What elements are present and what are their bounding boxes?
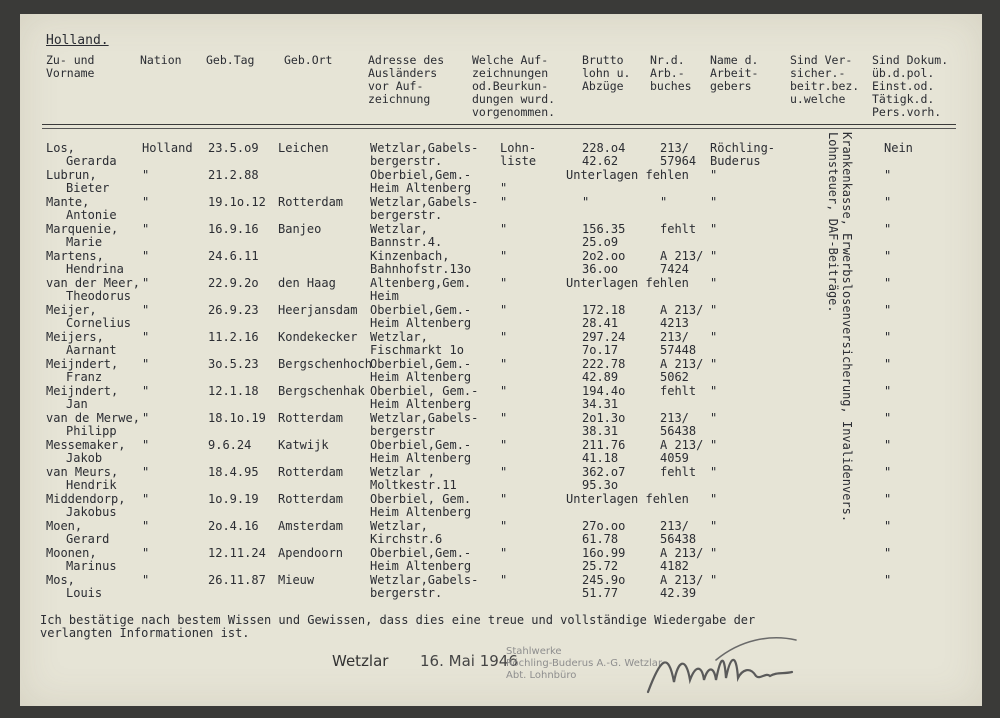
cell-welche: liste [500, 154, 537, 168]
cell-welche: Lohn- [500, 141, 537, 155]
header-welche: vorgenommen. [472, 105, 556, 119]
header-dokum: Sind Dokum. [872, 53, 949, 67]
cell-dokum: " [884, 411, 892, 425]
cell-name: Meijers, [46, 330, 104, 344]
cell-welche: " [500, 438, 508, 452]
cell-name: Meijndert, [46, 384, 119, 398]
cell-dokum: " [884, 519, 892, 533]
cell-gebtag: 1o.9.19 [208, 492, 259, 506]
cell-name: Meijndert, [46, 357, 119, 371]
header-arbeitgeber: Name d. [710, 53, 759, 67]
cell-adresse: bergerstr. [370, 208, 443, 222]
cell-adresse: Wetzlar, [370, 222, 428, 236]
cell-name: Gerard [66, 532, 110, 546]
cell-gebort: Katwijk [278, 438, 329, 452]
cell-nation: " [142, 438, 150, 452]
stamp-line: Röchling-Buderus A.-G. Wetzlar [506, 658, 663, 669]
cell-adresse: Heim Altenberg [370, 316, 472, 330]
cell-gebtag: 3o.5.23 [208, 357, 259, 371]
cell-arbeitgeber: Röchling- [710, 141, 776, 155]
header-rule-bottom [42, 128, 956, 129]
cell-welche: " [500, 249, 508, 263]
cell-gebort: Rotterdam [278, 411, 344, 425]
cell-nation: " [142, 195, 150, 209]
cell-gebort: Heerjansdam [278, 303, 358, 317]
cell-adresse: Heim Altenberg [370, 505, 472, 519]
cell-arbeitgeber: " [710, 384, 718, 398]
cell-gebtag: 12.1.18 [208, 384, 259, 398]
header-nr: Nr.d. [650, 53, 685, 67]
cell-adresse: Bahnhofstr.13o [370, 262, 472, 276]
cell-nr: 213/ [660, 330, 689, 344]
cell-gebort: Amsterdam [278, 519, 344, 533]
cell-welche: " [500, 411, 508, 425]
header-brutto: Abzüge [582, 79, 624, 93]
cell-brutto: 7o.17 [582, 343, 619, 357]
cell-nr: 213/ [660, 411, 689, 425]
cell-brutto: 194.4o [582, 384, 626, 398]
cell-gebort: Rotterdam [278, 492, 344, 506]
cell-nation: " [142, 546, 150, 560]
cell-nr: 213/ [660, 519, 689, 533]
cell-gebort: Kondekecker [278, 330, 358, 344]
confirmation-line: verlangten Informationen ist. [40, 626, 250, 640]
cell-gebtag: 12.11.24 [208, 546, 266, 560]
cell-adresse: Oberbiel, Gem. [370, 492, 472, 506]
cell-nation: Holland [142, 141, 193, 155]
cell-name: Lubrun, [46, 168, 97, 182]
cell-name: Hendrina [66, 262, 124, 276]
cell-gebort: Mieuw [278, 573, 315, 587]
cell-welche: " [500, 492, 508, 506]
cell-dokum: " [884, 465, 892, 479]
cell-gebtag: 22.9.2o [208, 276, 259, 290]
cell-name: Middendorp, [46, 492, 126, 506]
cell-name: Marie [66, 235, 103, 249]
cell-brutto: 95.3o [582, 478, 619, 492]
cell-gebtag: 19.1o.12 [208, 195, 266, 209]
cell-dokum: " [884, 168, 892, 182]
cell-brutto: 245.9o [582, 573, 626, 587]
cell-nr: 7424 [660, 262, 689, 276]
cell-gebtag: 24.6.11 [208, 249, 259, 263]
cell-name: Mante, [46, 195, 90, 209]
cell-adresse: Wetzlar , [370, 465, 436, 479]
cell-name: Jakobus [66, 505, 117, 519]
cell-brutto: 222.78 [582, 357, 626, 371]
cell-brutto: Unterlagen fehlen [566, 168, 689, 182]
cell-brutto: 2o2.oo [582, 249, 626, 263]
header-welche: Welche Auf- [472, 53, 549, 67]
cell-nr: fehlt [660, 465, 697, 479]
cell-brutto: 51.77 [582, 586, 619, 600]
cell-gebtag: 26.9.23 [208, 303, 259, 317]
confirmation-line: Ich bestätige nach bestem Wissen und Gewissen, dass dies eine treue und vollständige Wiedergabe der [40, 613, 756, 627]
header-versicherung: Sind Ver- [790, 53, 853, 67]
header-rule-top [42, 124, 956, 125]
cell-brutto: " [582, 195, 590, 209]
cell-name: van de Merwe, [46, 411, 140, 425]
cell-arbeitgeber: " [710, 492, 718, 506]
cell-nr: 5062 [660, 370, 689, 384]
cell-nr: 4182 [660, 559, 689, 573]
cell-welche: " [500, 573, 508, 587]
cell-adresse: Kirchstr.6 [370, 532, 443, 546]
cell-brutto: 2o1.3o [582, 411, 626, 425]
cell-nation: " [142, 573, 150, 587]
cell-gebtag: 2o.4.16 [208, 519, 259, 533]
cell-adresse: bergerstr [370, 424, 436, 438]
cell-brutto: 297.24 [582, 330, 626, 344]
cell-welche: " [500, 303, 508, 317]
cell-name: Aarnant [66, 343, 117, 357]
cell-nr: 4213 [660, 316, 689, 330]
cell-arbeitgeber: " [710, 465, 718, 479]
cell-gebort: Bergschenhak [278, 384, 365, 398]
cell-welche: " [500, 465, 508, 479]
cell-welche: " [500, 384, 508, 398]
cell-gebort: Apendoorn [278, 546, 344, 560]
cell-adresse: Oberbiel,Gem.- [370, 357, 472, 371]
table-row [20, 574, 982, 601]
cell-brutto: 61.78 [582, 532, 619, 546]
cell-name: Martens, [46, 249, 104, 263]
cell-nation: " [142, 519, 150, 533]
cell-name: Los, [46, 141, 75, 155]
cell-brutto: 25.o9 [582, 235, 619, 249]
cell-nation: " [142, 384, 150, 398]
cell-welche: " [500, 222, 508, 236]
cell-name: Meijer, [46, 303, 97, 317]
cell-gebort: Bergschenhoch [278, 357, 372, 371]
header-versicherung: beitr.bez. [790, 79, 860, 93]
cell-nation: " [142, 465, 150, 479]
header-gebtag: Geb.Tag [206, 53, 255, 67]
signature [620, 620, 800, 700]
cell-adresse: Wetzlar, [370, 519, 428, 533]
cell-adresse: Oberbiel,Gem.- [370, 438, 472, 452]
stamp-line: Abt. Lohnbüro [506, 670, 577, 681]
cell-nr: " [660, 195, 668, 209]
cell-brutto: 172.18 [582, 303, 626, 317]
cell-adresse: Oberbiel,Gem.- [370, 168, 472, 182]
cell-name: Gerarda [66, 154, 117, 168]
cell-welche: " [500, 181, 508, 195]
cell-gebtag: 16.9.16 [208, 222, 259, 236]
cell-dokum: " [884, 492, 892, 506]
cell-brutto: 42.89 [582, 370, 619, 384]
cell-nation: " [142, 168, 150, 182]
cell-brutto: 228.o4 [582, 141, 626, 155]
cell-adresse: Wetzlar, [370, 330, 428, 344]
cell-name: Moonen, [46, 546, 97, 560]
cell-brutto: 34.31 [582, 397, 619, 411]
cell-gebtag: 11.2.16 [208, 330, 259, 344]
header-adresse: Adresse des [368, 53, 445, 67]
cell-welche: " [500, 357, 508, 371]
document-page [20, 14, 982, 706]
cell-brutto: 42.62 [582, 154, 619, 168]
cell-arbeitgeber: " [710, 546, 718, 560]
cell-arbeitgeber: " [710, 276, 718, 290]
cell-welche: " [500, 195, 508, 209]
cell-welche: " [500, 330, 508, 344]
header-nation: Nation [140, 53, 182, 67]
cell-nr: 57964 [660, 154, 697, 168]
cell-adresse: Kinzenbach, [370, 249, 450, 263]
cell-adresse: Wetzlar,Gabels- [370, 195, 479, 209]
cell-nr: 56438 [660, 424, 697, 438]
cell-dokum: " [884, 195, 892, 209]
header-adresse: Ausländers [368, 66, 438, 80]
cell-arbeitgeber: " [710, 195, 718, 209]
cell-nr: A 213/ [660, 303, 704, 317]
cell-adresse: Heim Altenberg [370, 559, 472, 573]
cell-gebtag: 18.4.95 [208, 465, 259, 479]
cell-brutto: 25.72 [582, 559, 619, 573]
header-arbeitgeber: Arbeit- [710, 66, 759, 80]
cell-name: van Meurs, [46, 465, 119, 479]
cell-dokum: " [884, 330, 892, 344]
cell-nation: " [142, 492, 150, 506]
cell-brutto: Unterlagen fehlen [566, 276, 689, 290]
header-dokum: Einst.od. [872, 79, 935, 93]
cell-adresse: Oberbiel,Gem.- [370, 546, 472, 560]
cell-dokum: " [884, 546, 892, 560]
cell-name: Bieter [66, 181, 110, 195]
cell-welche: " [500, 276, 508, 290]
header-dokum: Pers.vorh. [872, 105, 942, 119]
header-welche: dungen wurd. [472, 92, 556, 106]
table-row [20, 547, 982, 574]
cell-gebort: den Haag [278, 276, 336, 290]
header-dokum: üb.d.pol. [872, 66, 935, 80]
header-versicherung: u.welche [790, 92, 846, 106]
stamp-line: Stahlwerke [506, 646, 562, 657]
cell-brutto: 36.oo [582, 262, 619, 276]
cell-adresse: Oberbiel, Gem.- [370, 384, 479, 398]
cell-dokum: " [884, 276, 892, 290]
header-name: Zu- und [46, 53, 95, 67]
cell-name: Philipp [66, 424, 117, 438]
cell-brutto: 16o.99 [582, 546, 626, 560]
header-nr: buches [650, 79, 692, 93]
cell-brutto: 211.76 [582, 438, 626, 452]
cell-gebort: Rotterdam [278, 195, 344, 209]
cell-brutto: 362.o7 [582, 465, 626, 479]
cell-nr: 57448 [660, 343, 697, 357]
cell-name: Franz [66, 370, 103, 384]
cell-nation: " [142, 249, 150, 263]
cell-arbeitgeber: " [710, 357, 718, 371]
header-welche: od.Beurkun- [472, 79, 549, 93]
cell-arbeitgeber: " [710, 519, 718, 533]
place: Wetzlar [332, 652, 389, 670]
cell-gebtag: 21.2.88 [208, 168, 259, 182]
cell-name: van der Meer, [46, 276, 140, 290]
cell-name: Moen, [46, 519, 83, 533]
cell-nation: " [142, 411, 150, 425]
cell-gebtag: 18.1o.19 [208, 411, 266, 425]
cell-arbeitgeber: Buderus [710, 154, 761, 168]
cell-nation: " [142, 276, 150, 290]
cell-nr: 213/ [660, 141, 689, 155]
cell-adresse: Bannstr.4. [370, 235, 443, 249]
cell-nr: fehlt [660, 384, 697, 398]
cell-dokum: " [884, 357, 892, 371]
cell-adresse: Heim Altenberg [370, 397, 472, 411]
cell-dokum: Nein [884, 141, 913, 155]
cell-brutto: 38.31 [582, 424, 619, 438]
cell-arbeitgeber: " [710, 411, 718, 425]
cell-arbeitgeber: " [710, 438, 718, 452]
cell-adresse: Fischmarkt 1o [370, 343, 464, 357]
header-versicherung: sicher.- [790, 66, 846, 80]
cell-nr: 42.39 [660, 586, 697, 600]
cell-arbeitgeber: " [710, 222, 718, 236]
header-adresse: vor Auf- [368, 79, 424, 93]
cell-brutto: 27o.oo [582, 519, 626, 533]
cell-nr: A 213/ [660, 438, 704, 452]
cell-welche: " [500, 546, 508, 560]
header-brutto: lohn u. [582, 66, 631, 80]
cell-name: Jan [66, 397, 88, 411]
cell-adresse: Heim [370, 289, 399, 303]
cell-gebtag: 26.11.87 [208, 573, 266, 587]
cell-dokum: " [884, 303, 892, 317]
cell-adresse: Heim Altenberg [370, 370, 472, 384]
header-gebort: Geb.Ort [284, 53, 333, 67]
cell-brutto: Unterlagen fehlen [566, 492, 689, 506]
cell-dokum: " [884, 222, 892, 236]
cell-arbeitgeber: " [710, 249, 718, 263]
cell-adresse: Heim Altenberg [370, 181, 472, 195]
cell-dokum: " [884, 573, 892, 587]
cell-gebort: Rotterdam [278, 465, 344, 479]
cell-name: Jakob [66, 451, 103, 465]
cell-gebtag: 23.5.o9 [208, 141, 259, 155]
cell-nation: " [142, 303, 150, 317]
header-brutto: Brutto [582, 53, 624, 67]
cell-adresse: Oberbiel,Gem.- [370, 303, 472, 317]
cell-adresse: Altenberg,Gem. [370, 276, 472, 290]
cell-dokum: " [884, 249, 892, 263]
document-title: Holland. [46, 33, 109, 48]
cell-name: Messemaker, [46, 438, 126, 452]
cell-nr: A 213/ [660, 546, 704, 560]
cell-arbeitgeber: " [710, 303, 718, 317]
cell-adresse: bergerstr. [370, 586, 443, 600]
cell-name: Antonie [66, 208, 117, 222]
header-nr: Arb.- [650, 66, 685, 80]
cell-nr: A 213/ [660, 573, 704, 587]
date-stamp: 16. Mai 1946 [420, 652, 518, 670]
cell-adresse: Wetzlar,Gabels- [370, 573, 479, 587]
cell-gebtag: 9.6.24 [208, 438, 252, 452]
header-name: Vorname [46, 66, 95, 80]
cell-name: Cornelius [66, 316, 132, 330]
header-adresse: zeichnung [368, 92, 431, 106]
cell-adresse: Wetzlar,Gabels- [370, 141, 479, 155]
cell-name: Marquenie, [46, 222, 119, 236]
cell-nr: A 213/ [660, 357, 704, 371]
cell-adresse: Heim Altenberg [370, 451, 472, 465]
cell-brutto: 156.35 [582, 222, 626, 236]
cell-name: Louis [66, 586, 103, 600]
cell-adresse: bergerstr. [370, 154, 443, 168]
cell-gebort: Banjeo [278, 222, 322, 236]
header-arbeitgeber: gebers [710, 79, 752, 93]
cell-brutto: 41.18 [582, 451, 619, 465]
cell-name: Marinus [66, 559, 117, 573]
cell-arbeitgeber: " [710, 168, 718, 182]
cell-adresse: Moltkestr.11 [370, 478, 457, 492]
cell-gebort: Leichen [278, 141, 329, 155]
cell-arbeitgeber: " [710, 330, 718, 344]
table-row [20, 520, 982, 547]
cell-nr: A 213/ [660, 249, 704, 263]
header-dokum: Tätigk.d. [872, 92, 935, 106]
cell-nation: " [142, 357, 150, 371]
cell-dokum: " [884, 384, 892, 398]
cell-nation: " [142, 222, 150, 236]
cell-dokum: " [884, 438, 892, 452]
cell-nation: " [142, 330, 150, 344]
cell-nr: 4059 [660, 451, 689, 465]
cell-welche: " [500, 519, 508, 533]
cell-adresse: Wetzlar,Gabels- [370, 411, 479, 425]
cell-name: Theodorus [66, 289, 132, 303]
cell-arbeitgeber: " [710, 573, 718, 587]
header-welche: zeichnungen [472, 66, 549, 80]
insurance-note-vertical: Krankenkasse, Erwerbslosenversicherung, Invalidenvers. Lohnsteuer, DAF-Beiträge. [826, 132, 854, 523]
cell-nr: fehlt [660, 222, 697, 236]
cell-nr: 56438 [660, 532, 697, 546]
cell-name: Hendrik [66, 478, 117, 492]
cell-name: Mos, [46, 573, 75, 587]
cell-brutto: 28.41 [582, 316, 619, 330]
